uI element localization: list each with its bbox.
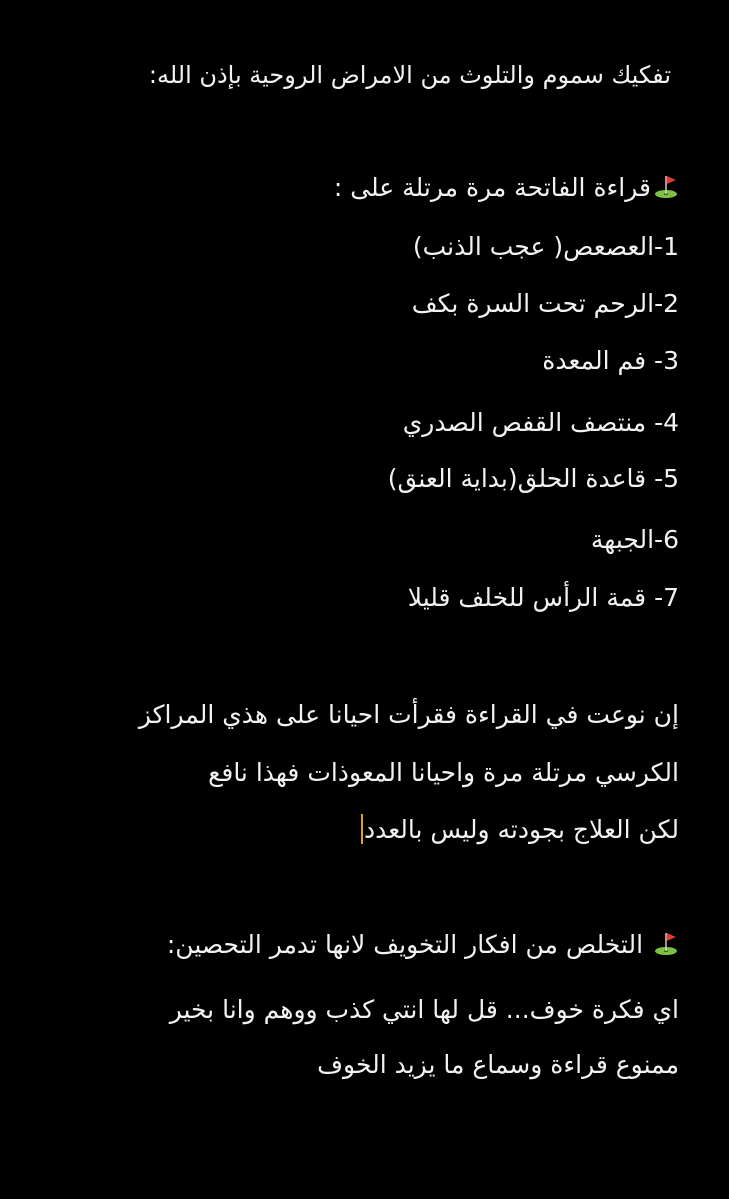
section-heading-fatiha — [334, 168, 679, 208]
list-item: 1-العصعص( عجب الذنب) — [412, 232, 679, 261]
section-heading-fear — [167, 925, 679, 965]
golf-flag-icon — [653, 171, 679, 197]
paragraph-line-with-cursor — [361, 810, 679, 850]
section-heading-text: قراءة الفاتحة مرة مرتلة على : — [333, 173, 651, 202]
golf-flag-icon — [653, 928, 679, 954]
text-cursor — [361, 814, 363, 844]
list-item: 3- فم المعدة — [542, 346, 679, 375]
list-item: 4- منتصف القفص الصدري — [402, 408, 679, 437]
list-item: 2-الرحم تحت السرة بكف — [411, 289, 679, 318]
list-item: 5- قاعدة الحلق(بداية العنق) — [387, 464, 679, 493]
note-title: تفكيك سموم والتلوث من الامراض الروحية بإذن الله: — [148, 61, 671, 89]
paragraph-line: اي فكرة خوف... قل لها انتي كذب ووهم وانا بخير — [169, 995, 679, 1024]
paragraph-line-text: لكن العلاج بجودته وليس بالعدد — [363, 815, 679, 844]
paragraph-line: ممنوع قراءة وسماع ما يزيد الخوف — [317, 1050, 679, 1079]
paragraph-line: الكرسي مرتلة مرة واحيانا المعوذات فهذا نافع — [208, 758, 679, 787]
paragraph-line: إن نوعت في القراءة فقرأت احيانا على هذي المراكز — [138, 700, 679, 729]
list-item: 7- قمة الرأس للخلف قليلا — [407, 583, 679, 612]
list-item: 6-الجبهة — [590, 525, 679, 554]
section-heading-text: التخلص من افكار التخويف لانها تدمر التحصين: — [166, 930, 651, 959]
